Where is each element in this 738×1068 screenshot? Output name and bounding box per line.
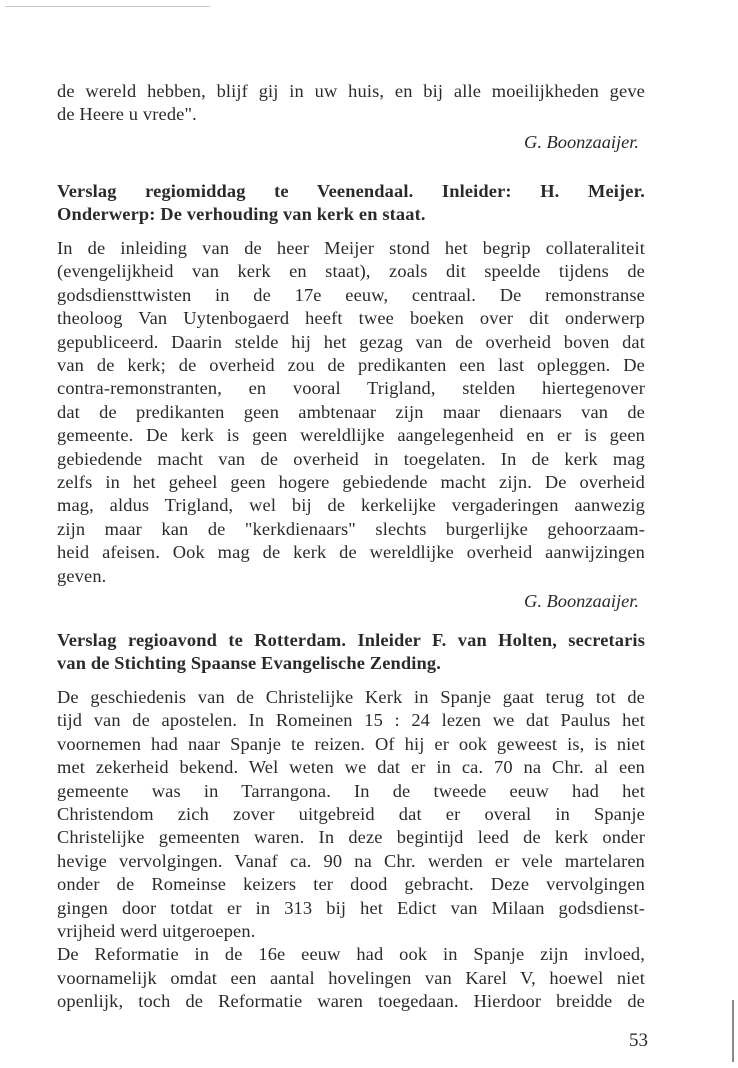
body-line: godsdiensttwisten in de 17e eeuw, centraal. De remonstranse — [57, 284, 645, 305]
body-line: geven. — [57, 565, 107, 586]
body-line: gepubliceerd. Daarin stelde hij het gezag van de overheid boven dat — [57, 331, 645, 352]
section2-heading — [57, 629, 645, 676]
heading-line: van de Stichting Spaanse Evangelische Zending. — [57, 653, 441, 674]
body-line: De Reformatie in de 16e eeuw had ook in Spanje zijn invloed, — [57, 944, 645, 965]
body-line: contra-remonstranten, en vooral Trigland, stelden hiertegenover — [57, 378, 645, 399]
heading-line: Verslag regioavond te Rotterdam. Inleider F. van Holten, secretaris — [57, 630, 645, 650]
section1-signature: G. Boonzaaijer. — [524, 591, 639, 612]
page-number: 53 — [629, 1030, 648, 1051]
body-line: gemeente was in Tarrangona. In de tweede eeuw had het — [57, 780, 645, 801]
section2-body — [57, 686, 645, 1014]
intro-line: de wereld hebben, blijf gij in uw huis, en bij alle moeilijkheden geve — [57, 81, 645, 101]
body-line: van de kerk; de overheid zou de predikanten een last opleggen. De — [57, 355, 645, 376]
section1-body — [57, 237, 645, 614]
intro-signature: G. Boonzaaijer. — [524, 131, 639, 152]
body-line: dat de predikanten geen ambtenaar zijn maar dienaars van de — [57, 401, 645, 422]
body-line: theoloog Van Uytenbogaerd heeft twee boeken over dit onderwerp — [57, 308, 645, 329]
body-line: Christendom zich zover uitgebreid dat er overal in Spanje — [57, 804, 645, 825]
heading-line: Onderwerp: De verhouding van kerk en staat. — [57, 204, 426, 225]
body-line: zelfs in het geheel geen hogere gebiedende macht zijn. De overheid — [57, 472, 645, 493]
body-line: In de inleiding van de heer Meijer stond het begrip collateraliteit — [57, 238, 645, 258]
intro-paragraph — [57, 80, 645, 154]
body-line: Christelijke gemeenten waren. In deze begintijd leed de kerk onder — [57, 827, 645, 848]
body-line: met zekerheid bekend. Wel weten we dat er in ca. 70 na Chr. al een — [57, 757, 645, 778]
section1-heading — [57, 180, 645, 227]
heading-line: Verslag regiomiddag te Veenendaal. Inleider: H. Meijer. — [57, 181, 645, 201]
body-line: gingen door totdat er in 313 bij het Edict van Milaan godsdienst- — [57, 897, 645, 918]
body-line: zijn maar kan de "kerkdienaars" slechts burgerlijke gehoorzaam- — [57, 518, 645, 539]
body-line: De geschiedenis van de Christelijke Kerk in Spanje gaat terug tot de — [57, 687, 645, 707]
body-line: voornamelijk omdat een aantal hovelingen van Karel V, hoewel niet — [57, 967, 645, 988]
body-line: gemeente. De kerk is geen wereldlijke aangelegenheid en er is geen — [57, 425, 645, 446]
page-edge-mark — [732, 1000, 734, 1062]
body-line: mag, aldus Trigland, wel bij de kerkelijke vergaderingen aanwezig — [57, 495, 645, 516]
top-rule — [5, 6, 210, 7]
body-line: vrijheid werd uitgeroepen. — [57, 921, 256, 942]
body-line: voornemen had naar Spanje te reizen. Of hij er ook geweest is, is niet — [57, 733, 645, 754]
body-line: openlijk, toch de Reformatie waren toegedaan. Hierdoor breidde de — [57, 991, 645, 1012]
body-line: gebiedende macht van de overheid in toegelaten. In de kerk mag — [57, 448, 645, 469]
intro-line: de Heere u vrede". — [57, 104, 197, 125]
body-line: (evengelijkheid van kerk en staat), zoals dit speelde tijdens de — [57, 261, 645, 282]
body-line: hevige vervolgingen. Vanaf ca. 90 na Chr. werden er vele martelaren — [57, 850, 645, 871]
body-line: onder de Romeinse keizers ter dood gebracht. Deze vervolgingen — [57, 874, 645, 895]
body-line: heid afeisen. Ook mag de kerk de wereldlijke overheid aanwijzingen — [57, 542, 645, 563]
body-line: tijd van de apostelen. In Romeinen 15 : 24 lezen we dat Paulus het — [57, 710, 645, 731]
